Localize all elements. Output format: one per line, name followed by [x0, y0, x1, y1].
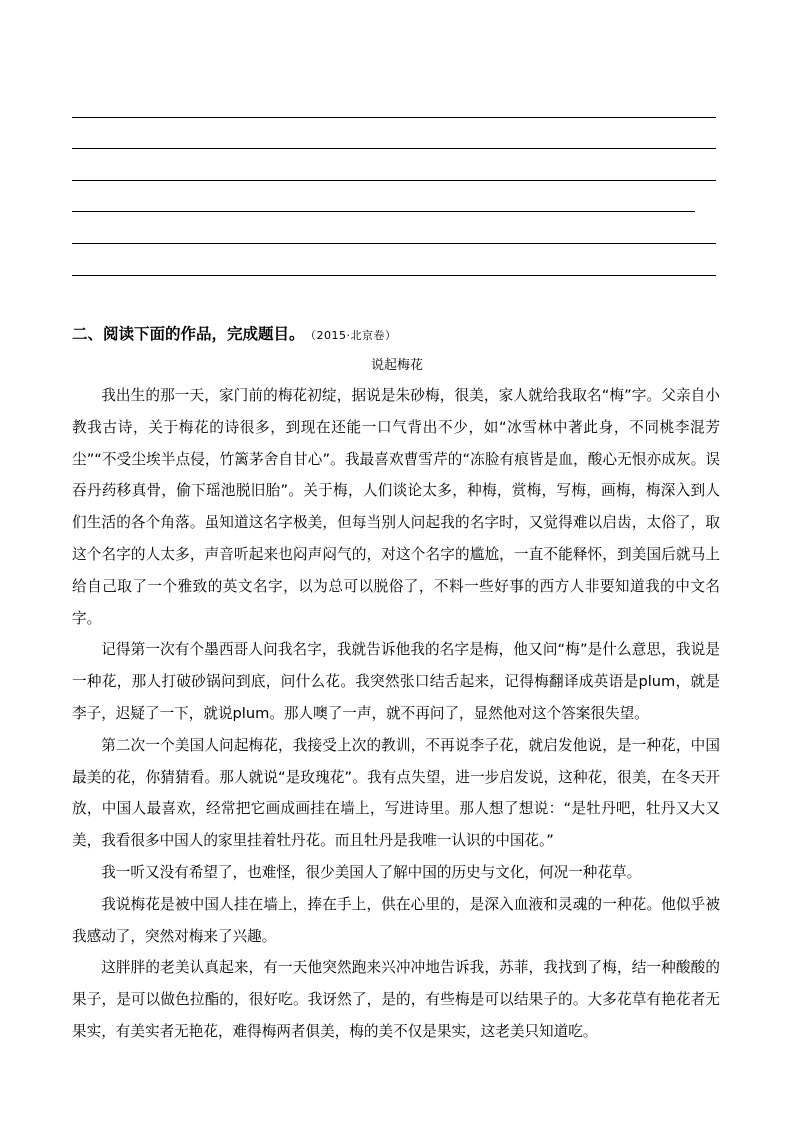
- article-body: [72, 380, 720, 1048]
- answer-line: [72, 148, 716, 149]
- answer-line: [72, 211, 695, 212]
- answer-lines: [72, 0, 716, 280]
- paragraph: 这胖胖的老美认真起来，有一天他突然跑来兴冲冲地告诉我，苏菲，我找到了梅，结一种酸酸的果子，是可以做色拉酯的，很好吃。我讶然了，是的，有些梅是可以结果子的。大多花草有艳花者无果实，有美实者无艳花，难得梅两者俱美，梅的美不仅是果实，这老美只知道吃。: [72, 959, 720, 1040]
- answer-line: [72, 275, 716, 276]
- section-heading: [72, 322, 397, 344]
- paragraph: 我出生的那一天，家门前的梅花初绽，据说是朱砂梅，很美，家人就给我取名“梅”字。父亲自小教我古诗，关于梅花的诗很多，到现在还能一口气背出不少，如“冰雪林中著此身，不同桃李混芳尘”“不受尘埃半点侵，竹篱茅舍自甘心”。我最喜欢曹雪芹的“冻脸有痕皆是血，酸心无恨亦成灰。误吞丹药移真骨，偷下瑶池脱旧胎”。关于梅，人们谈论太多，种梅，赏梅，写梅，画梅，梅深入到人们生活的各个角落。虽知道这名字极美，但每当别人问起我的名字时，又觉得难以启齿，太俗了，取这个名字的人太多，声音听起来也闷声闷气的，对这个名字的尴尬，一直不能释怀，到美国后就马上给自己取了一个雅致的英文名字，以为总可以脱俗了，不料一些好事的西方人非要知道我的中文名字。: [72, 387, 720, 627]
- exam-source: （2015·北京卷）: [310, 329, 397, 342]
- paragraph: 记得第一次有个墨西哥人问我名字，我就告诉他我的名字是梅，他又问“梅”是什么意思，我说是一种花，那人打破砂锅问到底，问什么花。我突然张口结舌起来，记得梅翻译成英语是plum，就是李子，迟疑了一下，就说plum。那人噢了一声，就不再问了，显然他对这个答案很失望。: [72, 641, 720, 722]
- answer-line: [72, 180, 716, 181]
- article-title: 说起梅花: [370, 358, 423, 373]
- paragraph: 我一听又没有希望了，也难怪，很少美国人了解中国的历史与文化，何况一种花草。: [101, 863, 642, 881]
- paragraph: 我说梅花是被中国人挂在墙上，捧在手上，供在心里的，是深入血液和灵魂的一种花。他似乎被我感动了，突然对梅来了兴趣。: [72, 895, 720, 945]
- answer-line: [72, 243, 716, 244]
- answer-line: [72, 117, 716, 118]
- paragraph: 第二次一个美国人问起梅花，我接受上次的教训，不再说李子花，就启发他说，是一种花，中国最美的花，你猜猜看。那人就说“是玫瑰花”。我有点失望，进一步启发说，这种花，很美，在冬天开放，中国人最喜欢，经常把它画成画挂在墙上，写进诗里。那人想了想说：“是牡丹吧，牡丹又大又美，我看很多中国人的家里挂着牡丹花。而且牡丹是我唯一认识的中国花。”: [72, 736, 720, 850]
- section-heading-text: 二、阅读下面的作品，完成题目。: [72, 325, 305, 343]
